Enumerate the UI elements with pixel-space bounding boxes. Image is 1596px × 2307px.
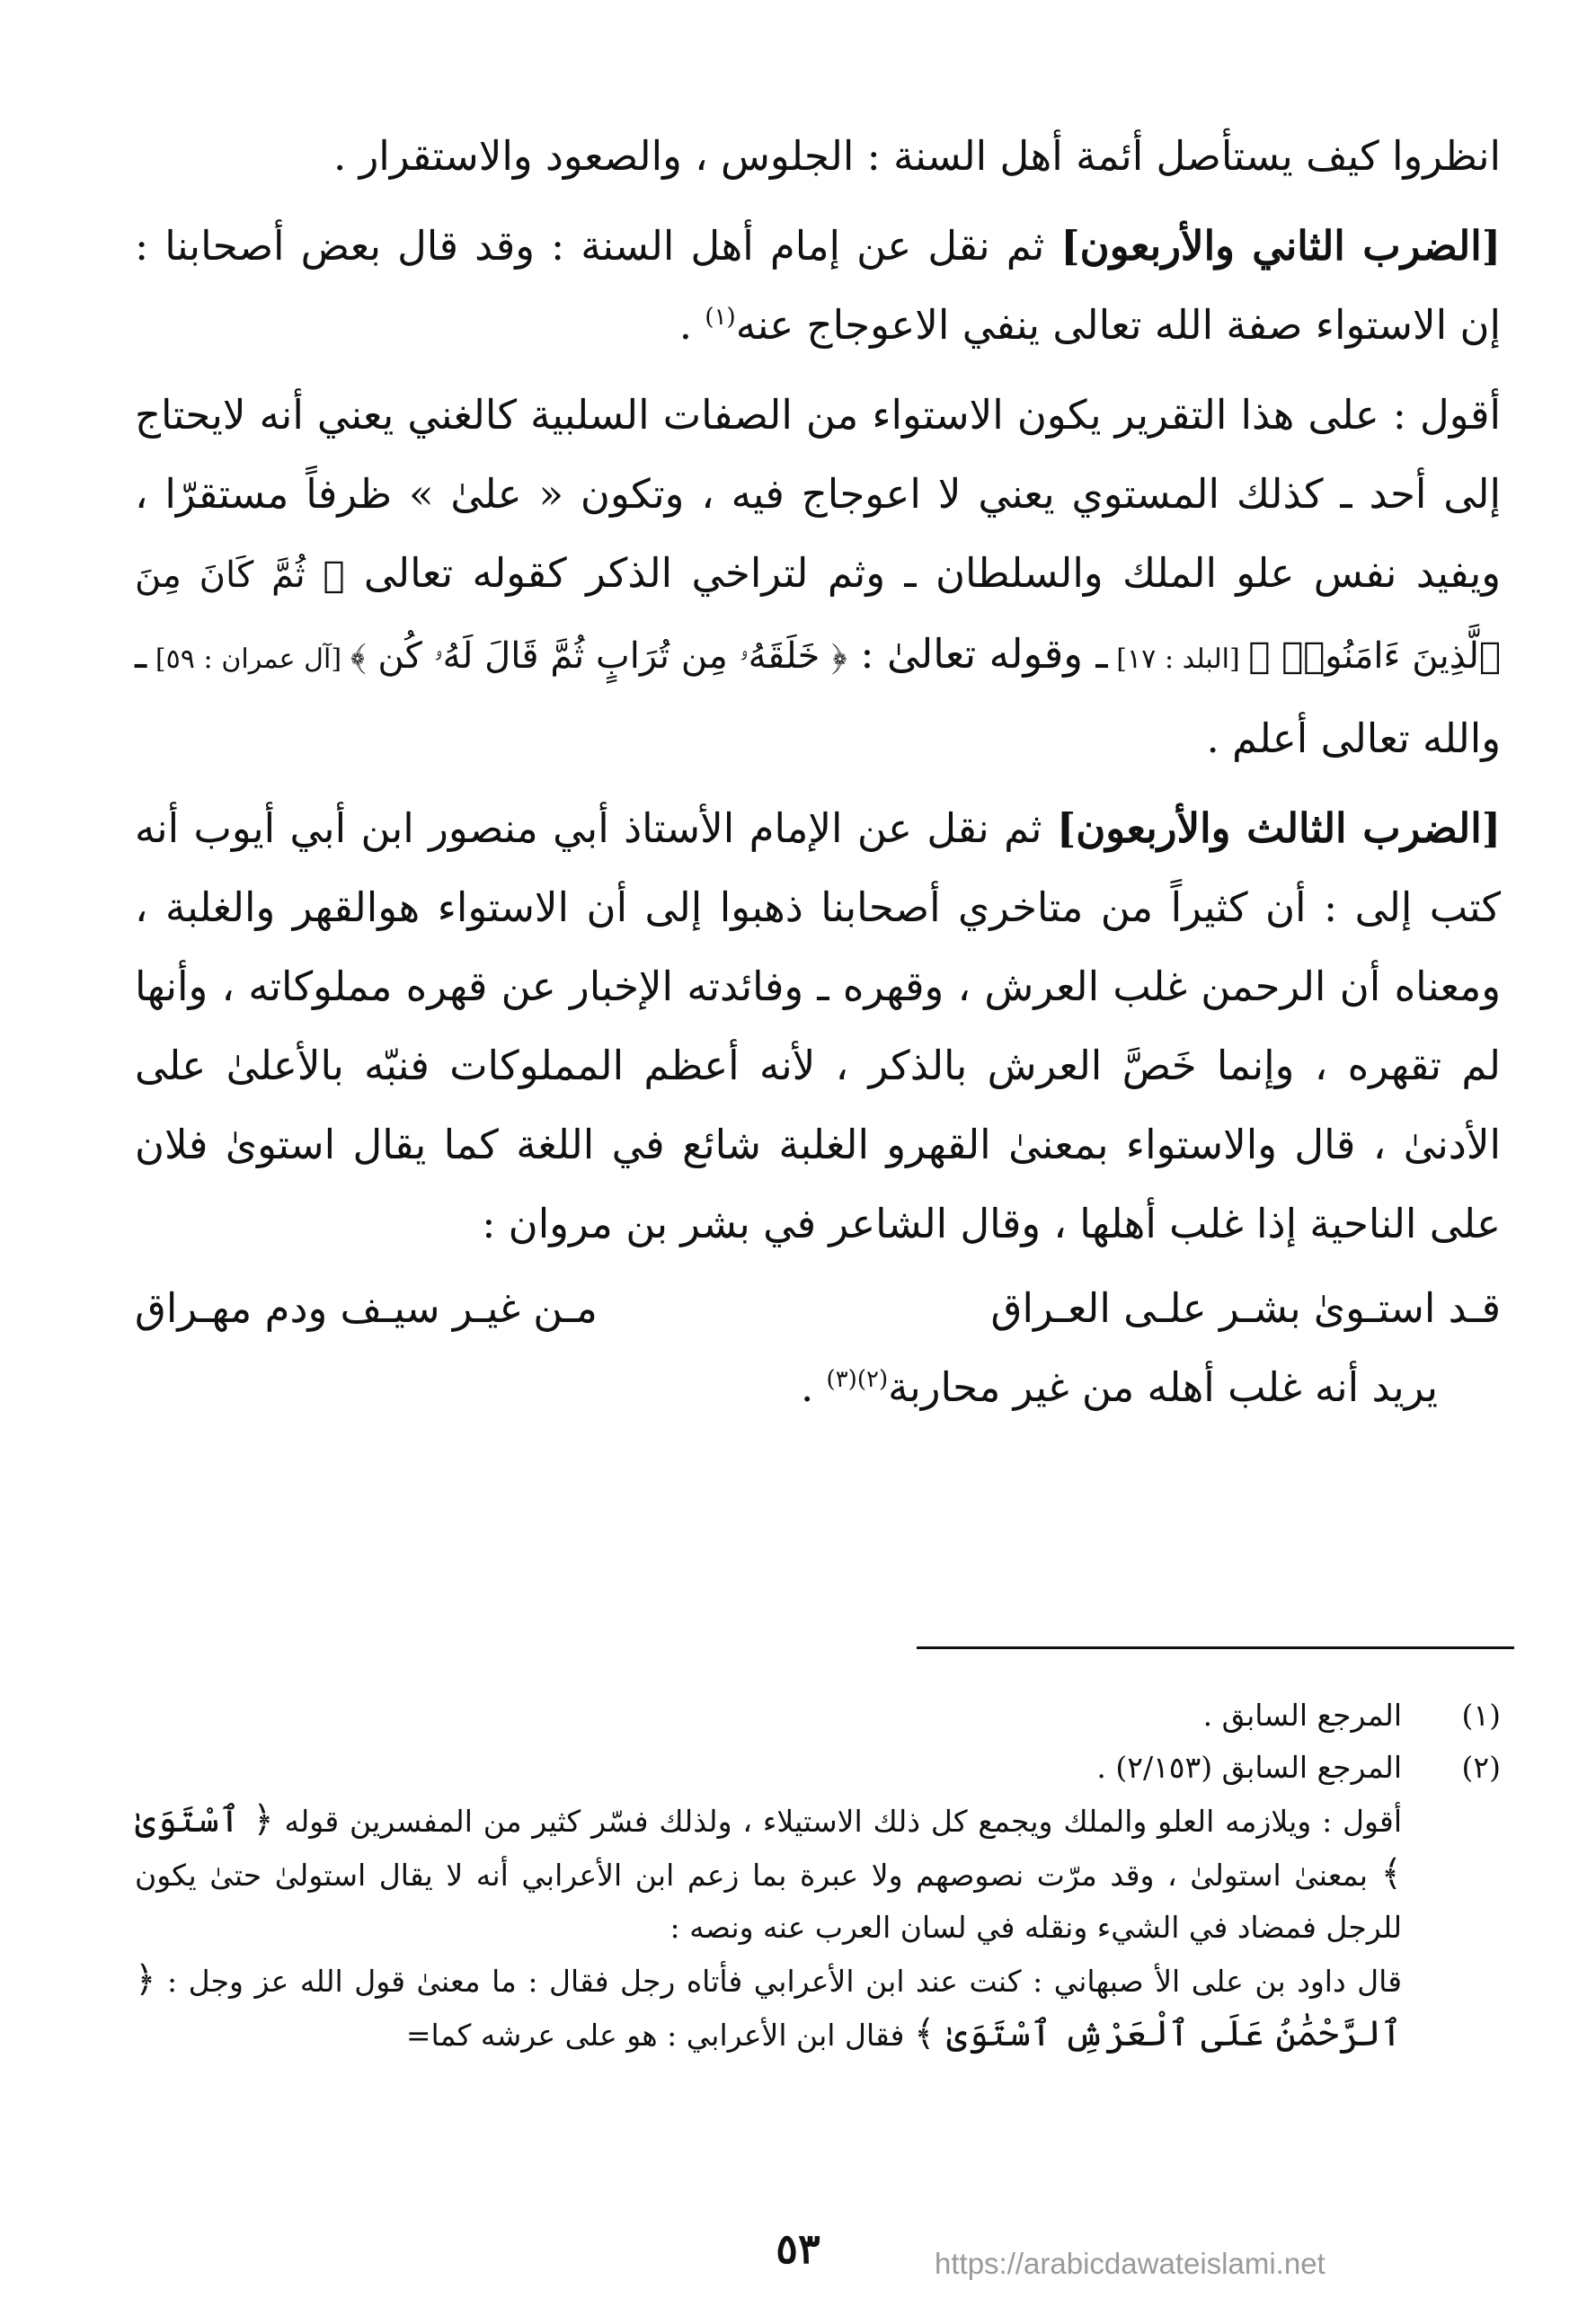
main-text [135,117,1501,1427]
commentary-text: أقول : ويلازمه العلو والملك ويجمع كل ذلك الاستيلاء ، ولذلك فسّر كثير من المفسرين قوله [273,1804,1402,1839]
poem-second-hemistich: مـن غيـر سيـف ودم مهـراق [135,1284,598,1332]
paragraph-4-body: ثم نقل عن الإمام الأستاذ أبي منصور ابن أبي أيوب أنه كتب إلى : أن كثيراً من متاخري أصحابنا ذهبوا إلى أن الاستواء هوالقهر والغلبة ، ومعناه أن الرحمن غلب العرش ، وقهره ـ وفائدته الإخبار عن قهره مملوكاته ، وأنها لم تقهره ، وإنما خَصَّ العرش بالذكر ، لأنه أعظم المملوكات فنبّه بالأعلىٰ على الأدنىٰ ، قال والاستواء بمعنىٰ القهرو الغلبة شائع في اللغة كما يقال استوىٰ فلان على الناحية إذا غلب أهلها ، وقال الشاعر في بشر بن مروان : [135,804,1501,1247]
quran-quote: ﴿ ٱلرَّحْمَٰنُ عَلَى ٱلْعَرْشِ ٱسْتَوَىٰ ﴾ [135,1959,1402,2054]
paragraph-5 [135,1348,1501,1427]
footnote-1 [135,1690,1501,1742]
footnote-commentary-2 [135,1954,1501,2062]
quran-ref-1: [البلد : ١٧] [1107,643,1249,675]
quran-quote: ﴿ ٱسْتَوَىٰ ﴾ [135,1799,1402,1894]
footnotes [135,1690,1501,2062]
footnote-ref-1: (١) [705,304,736,331]
footnote-number: (٢) [1461,1750,1501,1785]
quran-ref-2: [آل عمران : ٥٩] [146,643,350,675]
paragraph-4 [135,789,1501,1264]
paragraph-5-text: يريد أنه غلب أهله من غير محاربة [888,1363,1438,1411]
paragraph-2 [135,207,1501,365]
quran-quote-2: ﴿ خَلَقَهُۥ مِن تُرَابٍ ثُمَّ قَالَ لَهُۥ كُن ﴾ [350,635,847,677]
commentary-text: بمعنىٰ استولىٰ ، وقد مرّت نصوصهم ولا عبرة بما زعم ابن الأعرابي أنه لا يقال استولىٰ حتىٰ يكون للرجل فمضاد في الشيء ونقله في لسان العرب عنه ونصه : [135,1858,1402,1945]
paragraph-1: انظروا كيف يستأصل أئمة أهل السنة : الجلوس ، والصعود والاستقرار . [332,132,1501,180]
section-heading-42: [الضرب الثاني والأربعون] [1060,222,1501,270]
footnote-2 [135,1742,1501,1794]
footnote-text: المرجع السابق . [1202,1698,1402,1733]
paragraph-3-text: أقول : على هذا التقرير يكون الاستواء من الصفات السلبية كالغني يعني أنه لايحتاج إلى أحد ـ كذلك المستوي يعني لا اعوجاج فيه ، وتكون « علىٰ » ظرفاً مستقرّا ، ويفيد نفس علو الملك والسلطان ـ وثم لتراخي الذكر كقوله تعالى [135,391,1501,597]
footnote-separator [917,1646,1514,1649]
poem-verse [135,1269,1501,1348]
poem-first-hemistich: قـد استـوىٰ بشـر علـى العـراق [990,1284,1501,1332]
paragraph-2-body: ثم نقل عن إمام أهل السنة : وقد قال بعض أصحابنا : إن الاستواء صفة الله تعالى ينفي الاعوجاج عنه [135,222,1501,349]
paragraph-3-text-2: ـ وقوله تعالىٰ : [847,630,1108,678]
commentary-text: فقال ابن الأعرابي : هو على عرشه كما= [405,2018,914,2053]
quran-quote-1: ﴿ ثُمَّ كَانَ مِنَ ٱلَّذِينَ ءَامَنُوا۟ ﴾ [135,555,1501,677]
paragraph-5-end: . [800,1363,827,1411]
footnote-ref-2-3: (٢)(٣) [826,1366,889,1393]
watermark-url: https://arabicdawateislami.net [935,2247,1326,2280]
commentary-text: قال داود بن على الأ صبهاني : كنت عند ابن الأعرابي فأتاه رجل فقال : ما معنىٰ قول الله عز وجل : [155,1964,1402,1999]
paragraph-3-text-3: ـ والله تعالى أعلم . [135,630,1501,762]
page-number: ٥٣ [776,2224,820,2273]
footnote-number: (١) [1461,1698,1501,1733]
paragraph-2-end: . [678,301,705,349]
paragraph-3 [135,376,1501,778]
footnote-commentary-1 [135,1794,1501,1954]
section-heading-43: [الضرب الثالث والأربعون] [1056,804,1501,852]
footnote-text: المرجع السابق (٢/١٥٣) . [1096,1750,1402,1785]
